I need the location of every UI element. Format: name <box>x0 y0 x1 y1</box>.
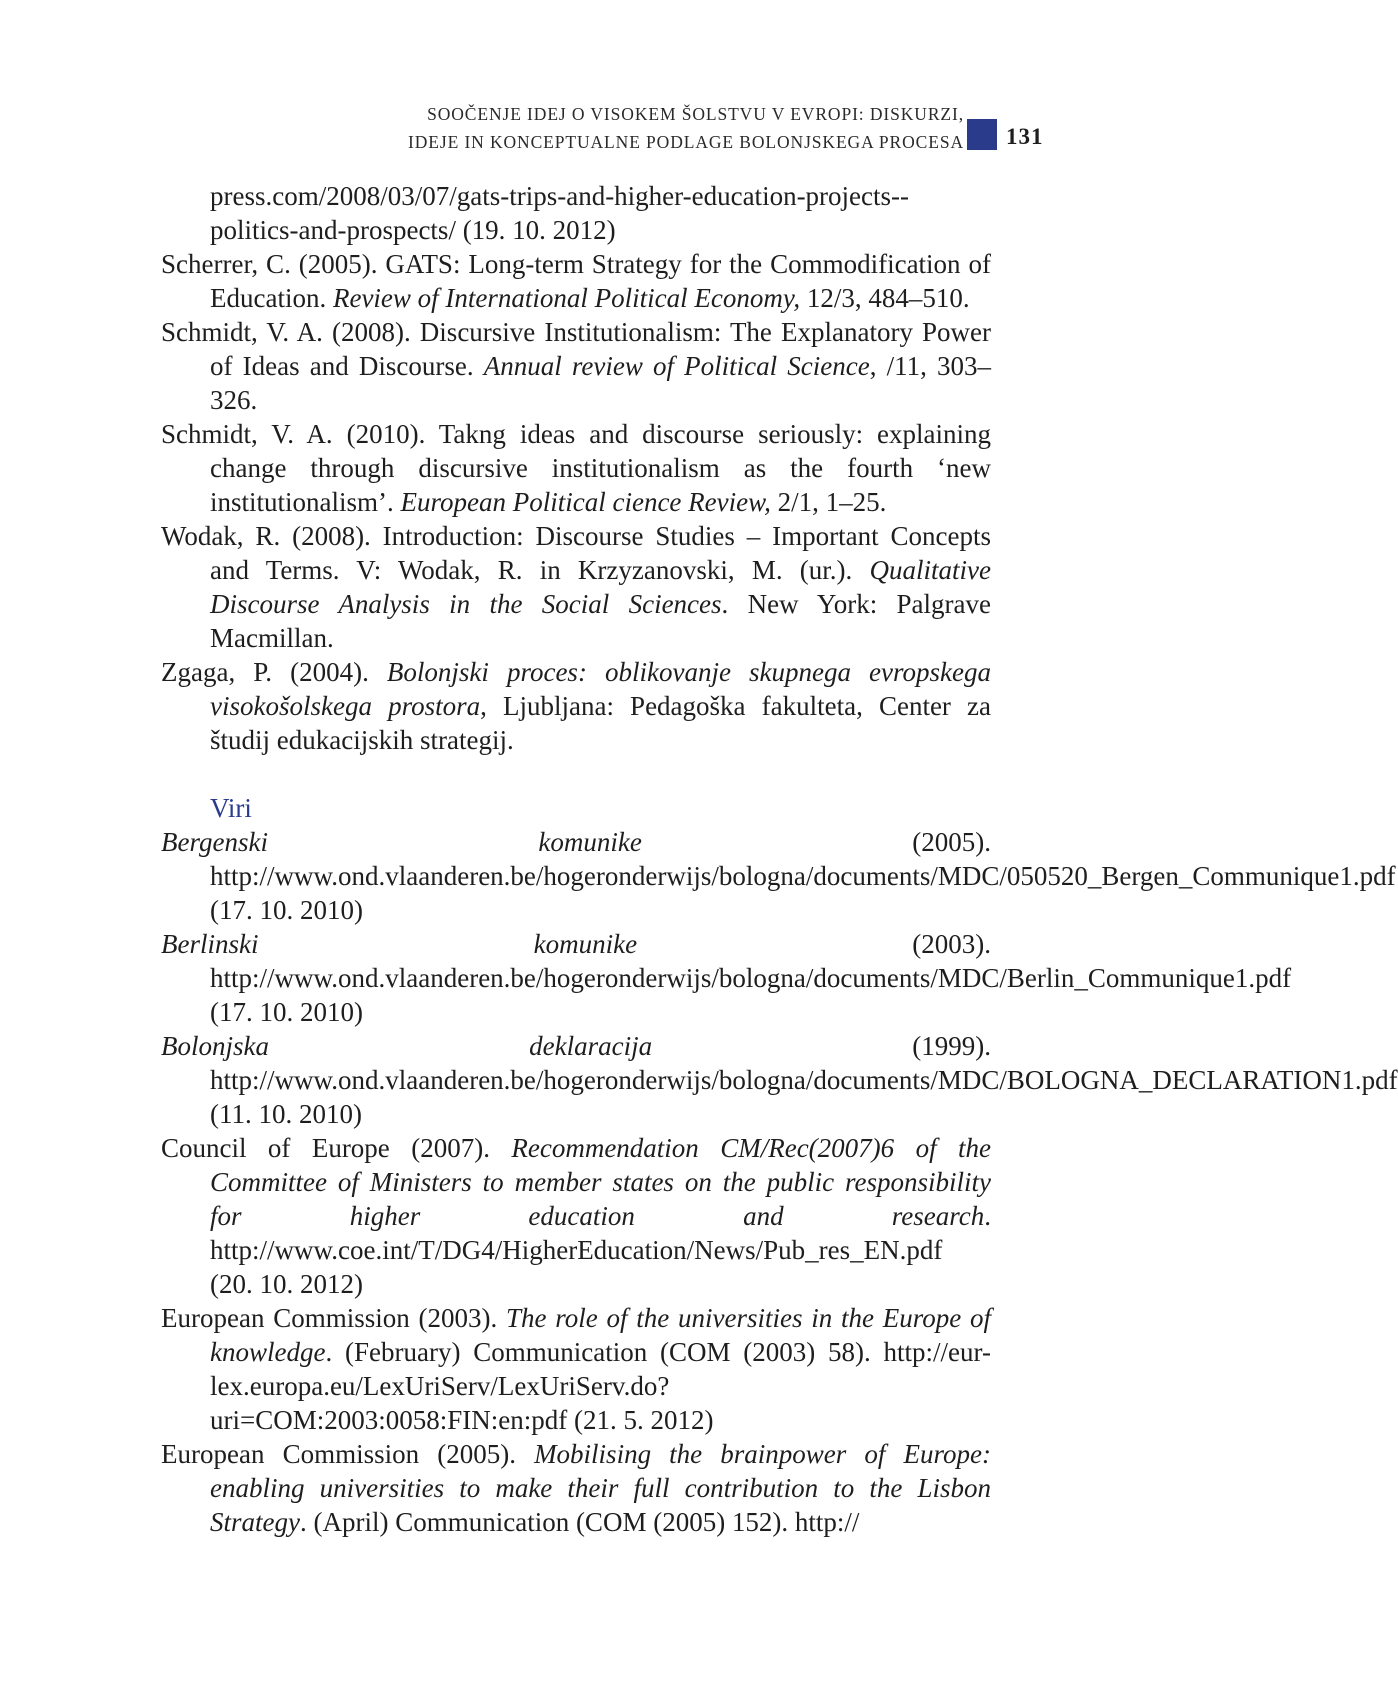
reference-entry <box>161 417 991 519</box>
running-header <box>204 100 964 156</box>
reference-entry <box>161 519 991 655</box>
reference-title: Bolonjski proces: oblikovanje skupnega evropskega visokošolskega prostora <box>210 657 991 721</box>
source-entry <box>161 825 1396 927</box>
reference-text: 12/3, 484–510. <box>800 283 970 313</box>
source-entry <box>161 1301 991 1437</box>
source-title: Mobilising the brainpower of Europe: enabling universities to make their full contribution to the Lisbon Strategy <box>210 1439 991 1537</box>
references-body <box>161 179 1398 1539</box>
reference-text: Zgaga, P. (2004). <box>161 657 387 687</box>
reference-text: 2/1, 1–25. <box>770 487 887 517</box>
source-text: . (February) Communication (COM (2003) 58). http://eur-lex.europa.eu/LexUriServ/LexUriServ.do?uri=COM:2003:0058:FIN:en:pdf (21. 5. 2012) <box>210 1337 991 1435</box>
source-title: Bolonjska deklaracija <box>161 1031 653 1061</box>
reference-text: Schmidt, V. A. (2008). Discursive Institutionalism: The Explanatory Power of Ideas and Discourse. <box>161 317 991 381</box>
reference-text: Schmidt, V. A. (2010). Takng ideas and discourse seriously: explaining change through discursive institutionalism as the fourth ‘new institutionalism’. <box>161 419 991 517</box>
reference-text: Scherrer, C. (2005). GATS: Long-term Strategy for the Commodification of Education. <box>161 249 991 313</box>
source-text: European Commission (2003). <box>161 1303 506 1333</box>
source-title: Bergenski komunike <box>161 827 642 857</box>
source-title: The role of the universities in the Europe of knowledge <box>210 1303 991 1367</box>
reference-entry <box>161 315 991 417</box>
header-accent-square <box>967 119 997 150</box>
source-text: (2005). http://www.ond.vlaanderen.be/hogeronderwijs/bologna/documents/MDC/050520_Bergen_Communique1.pdf (17. 10. 2010) <box>210 827 1396 925</box>
reference-entry <box>161 655 991 757</box>
reference-title: Qualitative Discourse Analysis in the Social Sciences <box>210 555 991 619</box>
reference-text: , /11, 303–326. <box>210 351 992 415</box>
source-text: . (April) Communication (COM (2005) 152). http:// <box>299 1507 860 1537</box>
source-title: Berlinski komunike <box>161 929 638 959</box>
reference-title: European Political cience Review, <box>400 487 771 517</box>
reference-text: press.com/2008/03/07/gats-trips-and-higher-education-projects--politics-and-prospects/ (19. 10. 2012) <box>210 181 910 245</box>
sources-heading: Viri <box>210 793 252 823</box>
source-text: (1999). http://www.ond.vlaanderen.be/hogeronderwijs/bologna/documents/MDC/BOLOGNA_DECLARATION1.pdf (11. 10. 2010) <box>210 1031 1398 1129</box>
reference-entry <box>161 247 991 315</box>
reference-text: . New York: Palgrave Macmillan. <box>210 589 991 653</box>
running-header-line-2: IDEJE IN KONCEPTUALNE PODLAGE BOLONJSKEGA PROCESA <box>408 132 964 152</box>
source-text: (2003). http://www.ond.vlaanderen.be/hogeronderwijs/bologna/documents/MDC/Berlin_Communique1.pdf (17. 10. 2010) <box>210 929 1292 1027</box>
page-number: 131 <box>1006 124 1044 149</box>
source-text: . http://www.coe.int/T/DG4/HigherEducation/News/Pub_res_EN.pdf (20. 10. 2012) <box>210 1201 991 1299</box>
source-entry <box>161 927 1292 1029</box>
source-text: Council of Europe (2007). <box>161 1133 512 1163</box>
reference-entry <box>161 179 991 247</box>
reference-text: , Ljubljana: Pedagoška fakulteta, Center za študij edukacijskih strategij. <box>210 691 992 755</box>
reference-text: Wodak, R. (2008). Introduction: Discourse Studies – Important Concepts and Terms. V: Wodak, R. in Krzyzanovski, M. (ur.). <box>161 521 991 585</box>
reference-title: Annual review of Political Science <box>483 351 870 381</box>
source-entry <box>161 1437 991 1539</box>
source-title: Recommendation CM/Rec(2007)6 of the Committee of Ministers to member states on the public responsibility for higher education and research <box>210 1133 991 1231</box>
source-entry <box>161 1131 991 1301</box>
source-text: European Commission (2005). <box>161 1439 535 1469</box>
running-header-line-1: SOOČENJE IDEJ O VISOKEM ŠOLSTVU V EVROPI: DISKURZI, <box>427 104 964 124</box>
reference-title: Review of International Political Economy, <box>332 283 801 313</box>
source-entry <box>161 1029 1398 1131</box>
